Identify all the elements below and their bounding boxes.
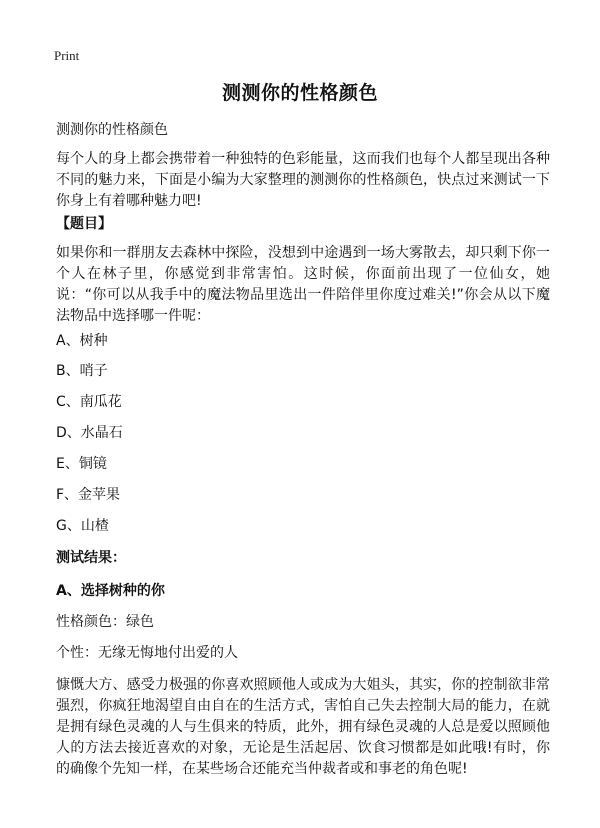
result-heading: 测试结果： — [56, 550, 126, 566]
option-item: F、金苹果 — [56, 487, 121, 503]
result-a-heading: A、选择树种的你 — [56, 583, 165, 599]
question-paragraph: 如果你和一群朋友去森林中探险，没想到中途遇到一场大雾散去，却只剩下你一个人在林子里，你感觉到非常害怕。这时候，你面前出现了一位仙女，她说：“你可以从我手中的魔法物品里选出一件陪伴里你度过难关!”你会从以下魔法物品中选择哪一件呢： — [56, 245, 550, 324]
option-item: D、水晶石 — [56, 425, 123, 441]
result-a-personality: 个性：无缘无悔地付出爱的人 — [56, 645, 238, 661]
result-a-color: 性格颜色：绿色 — [56, 614, 154, 630]
option-item: B、哨子 — [56, 363, 108, 379]
option-item: C、南瓜花 — [56, 394, 122, 410]
question-heading: 【题目】 — [56, 216, 112, 232]
option-item: E、铜镜 — [56, 456, 107, 472]
page-title: 测测你的性格颜色 — [221, 82, 378, 104]
option-item: A、树种 — [56, 333, 108, 349]
result-a-description: 慷慨大方、感受力极强的你喜欢照顾他人或成为大姐头，其实，你的控制欲非常强烈，你疯狂地渴望自由自在的生活方式，害怕自己失去控制大局的能力，在就是拥有绿色灵魂的人与生俱来的特质，此外，拥有绿色灵魂的人总是爱以照顾他人的方法去接近喜欢的对象，无论是生活起居、饮食习惯都是如此哦!有时，你的确像个先知一样，在某些场合还能充当仲裁者或和事老的角色呢! — [56, 677, 550, 777]
intro-paragraph: 每个人的身上都会携带着一种独特的色彩能量，这而我们也每个人都呈现出各种不同的魅力来，下面是小编为大家整理的测测你的性格颜色，快点过来测试一下你身上有着哪种魅力吧! — [56, 151, 550, 209]
option-item: G、山楂 — [56, 518, 109, 534]
document-subtitle: 测测你的性格颜色 — [56, 122, 168, 138]
print-label: Print — [54, 48, 80, 63]
